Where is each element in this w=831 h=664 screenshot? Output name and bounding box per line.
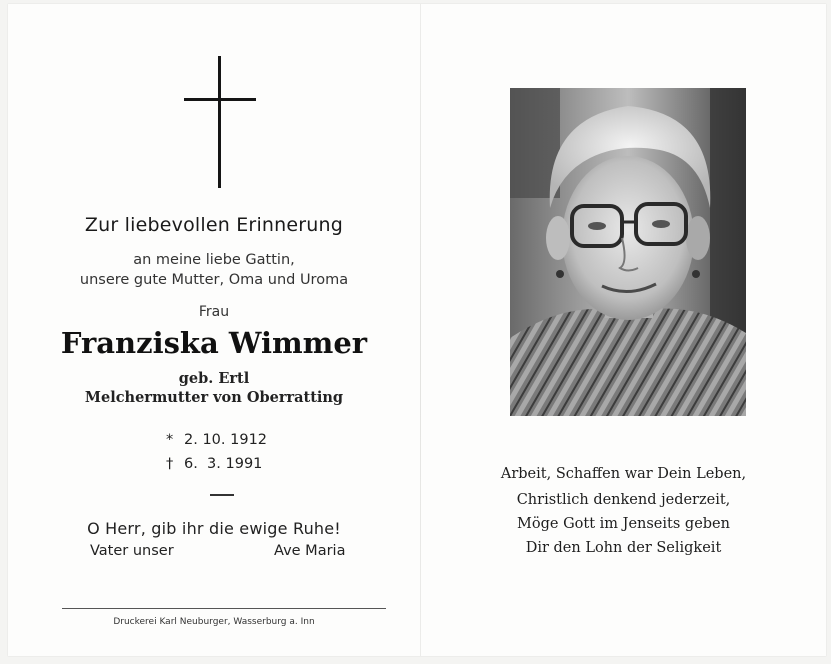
prayer-text: O Herr, gib ihr die ewige Ruhe!: [87, 519, 341, 538]
life-dates: [166, 428, 267, 476]
birth-date: 2. 10. 1912: [184, 432, 268, 448]
separator-dash: [210, 494, 234, 496]
honorific: Frau: [198, 304, 230, 320]
dedication-line-1: an meine liebe Gattin,: [133, 252, 295, 268]
deceased-name: Franziska Wimmer: [60, 326, 368, 360]
footer-rule: [62, 608, 386, 609]
memorial-heading: Zur liebevollen Erinnerung: [84, 214, 344, 236]
portrait-illustration: [510, 88, 746, 416]
verse-line-2: Christlich denkend jederzeit,: [516, 492, 731, 508]
death-row: [166, 452, 267, 476]
left-panel: [8, 4, 420, 656]
verse-line-4: Dir den Lohn der Seligkeit: [525, 540, 722, 556]
verse-line-3: Möge Gott im Jenseits geben: [517, 516, 730, 532]
birth-row: [166, 428, 267, 452]
prayer-vater-unser: Vater unser: [90, 543, 174, 559]
dedication-line-2: unsere gute Mutter, Oma und Uroma: [79, 272, 349, 288]
prayer-ave-maria: Ave Maria: [274, 543, 346, 559]
birth-star-icon: *: [166, 432, 174, 448]
cross-icon: [184, 56, 256, 188]
death-cross-icon: †: [166, 456, 174, 472]
printer-credit: Druckerei Karl Neuburger, Wasserburg a. Inn: [113, 617, 315, 627]
deceased-description: Melchermutter von Oberratting: [84, 389, 344, 406]
death-date: 6. 3. 1991: [184, 456, 263, 472]
portrait-photo: [510, 88, 746, 416]
maiden-name: geb. Ertl: [178, 370, 250, 387]
right-panel: [421, 4, 826, 656]
verse-line-1: Arbeit, Schaffen war Dein Leben,: [500, 466, 747, 482]
